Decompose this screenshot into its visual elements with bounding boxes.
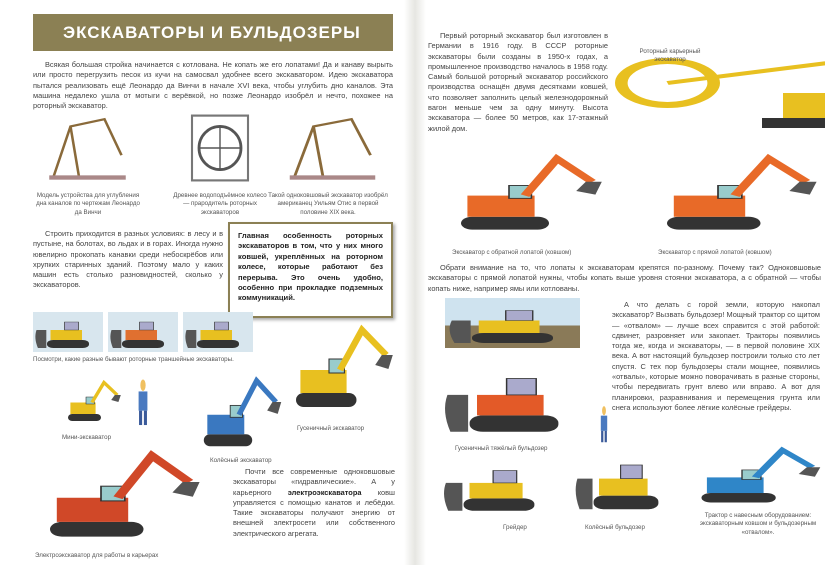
worker-illustration-icon — [596, 405, 612, 443]
exc-illustration-icon — [445, 145, 605, 237]
rotor-history-paragraph: Первый роторный экскаватор был изготовлен в Германии в 1916 году. В СССР роторные экскаваторы были созданы в 1950-х годах, а промышленное производство началось в 1958 году. Самый большой роторный экскаватор российского производства оснащён двумя десятками ковшей, что позволяет заполнить целый железнодорожный вагон меньше чем за одну минуту. Высота экскаватора — более 50 метров, как 17-этажный жилой дом. — [428, 31, 608, 133]
wheel-bulldozer-image — [572, 448, 680, 516]
sketch-illustration-icon — [45, 112, 130, 184]
grader-image — [440, 455, 558, 517]
exc-illustration-icon — [285, 315, 395, 415]
leonardo-device-image — [45, 112, 130, 184]
wheel-illustration-icon — [185, 112, 255, 184]
dozer-illustration-icon — [33, 312, 103, 352]
crawler-caption: Гусеничный экскаватор — [297, 425, 365, 432]
dozer-illustration-icon — [183, 312, 253, 352]
hydraulic-paragraph: Почти все современные одноковшовые экскаваторы «гидравлические». А у карьерного электроэкскаватора ковш управляется с помощью канатов и лебёдки. Такие экскаваторы получают энергию от внешней электросети или собственного электрического агрегата. — [233, 467, 395, 538]
trench-excavator-3-image — [183, 312, 253, 352]
exc-illustration-icon — [33, 440, 203, 545]
heavy-dozer-caption: Гусеничный тяжёлый бульдозер — [455, 445, 548, 452]
bulldozer-photo-image — [445, 298, 580, 348]
otis-caption: Такой одноковшовый экскаватор изобрёл американец Уильям Отис в первой половине XIX века. — [268, 192, 388, 216]
conditions-paragraph: Строить приходится в разных условиях: в лесу и в пустыне, на болотах, во льдах и в горах. Иногда нужно ювелирно прокопать канавки среди небоскрёбов или хрупких старинных зданий. Поэтому мало у каких машин есть столько разновидностей, сколько у экскаваторов. — [33, 229, 223, 290]
otis-excavator-image — [285, 112, 380, 184]
shovel-excavator-image — [650, 145, 820, 237]
shovels-paragraph: Обрати внимание на то, что лопаты к экскаваторам крепятся по-разному. Почему так? Одноковшовые экскаваторы с прямой лопатой нужны, чтобы копать выше уровня стоянки экскаватора, а с обратной — чтобы копать ниже, например ямы или котлованы. — [428, 263, 821, 293]
dozer-illustration-icon — [445, 298, 580, 348]
tractor-backhoe-image — [688, 440, 823, 508]
dozer-illustration-icon — [108, 312, 178, 352]
electro-excavator-image — [33, 440, 203, 545]
leonardo-caption: Модель устройства для углубления дна каналов по чертежам Леонардо да Винчи — [36, 192, 140, 216]
bulldozer-paragraph: А что делать с горой земли, которую накопал экскаватор? Вызвать бульдозер! Мощный трактор со щитом — «отвалом» — лучше всех справится с этой работой: сдвинет, разровняет или закопает. Тракторы появились тогда же, когда и экскаваторы, — в первой половине XIX века. А вот настоящий бульдозер построили только сто лет спустя. С тех пор бульдозеры стали мощнее, появились «отвалы», которые можно поворачивать в разные стороны, чтобы передвигать грунт влево или вправо. А вот для планировки, разравнивания и перемещения грунта или снега используют более лёгкие колёсные грейдеры. — [612, 300, 820, 412]
mini-excavator-image — [62, 375, 122, 425]
dozer-illustration-icon — [440, 358, 588, 440]
wheeled-caption: Колёсный экскаватор — [210, 457, 272, 464]
dozer-illustration-icon — [440, 455, 558, 517]
page-title: ЭКСКАВАТОРЫ И БУЛЬДОЗЕРЫ — [33, 14, 393, 51]
dozer-illustration-icon — [572, 448, 680, 516]
heavy-bulldozer-image — [440, 358, 588, 440]
intro-paragraph: Всякая большая стройка начинается с котлована. Не копать же его лопатами! Да и канаву вырыть или просто перегрузить песок из кучи на самосвал удобнее всего экскаватором. Идею экскаватора пытался реализовать ещё Леонардо да Винчи в начале XVI века, чтобы углубить дно каналов. Эта машина недалеко ушла от мотыги с верёвкой, но позже Леонардо изобрёл и нечто, похожее на роторный экскаватор. — [33, 60, 393, 111]
worker-figure-image — [132, 378, 154, 426]
wheel-dozer-caption: Колёсный бульдозер — [585, 524, 645, 531]
electro-caption: Электроэкскаватор для работы в карьерах — [35, 552, 159, 559]
water-wheel-caption: Древнее водоподъёмное колесо — прародитель роторных экскаваторов — [173, 192, 267, 216]
worker-illustration-icon — [132, 378, 154, 426]
sketch-illustration-icon — [285, 112, 380, 184]
rotor-caption: Роторный карьерный экскаватор — [639, 48, 701, 64]
rotor-callout-box: Главная особенность роторных экскаваторов в том, что у них много ковшей, укреплённых на роторном колесе, которые работают без перерыва. Это очень удобно, особенно при прокладке подземных коммуникаций. — [228, 222, 393, 318]
water-wheel-image — [185, 112, 255, 184]
exc-illustration-icon — [195, 368, 283, 453]
wheeled-excavator-image — [195, 368, 283, 453]
trench-excavator-1-image — [33, 312, 103, 352]
trench-excavator-2-image — [108, 312, 178, 352]
mini-caption: Мини-экскаватор — [62, 434, 112, 441]
exc-illustration-icon — [62, 375, 122, 425]
shovel-caption: Экскаватор с прямой лопатой (ковшом) — [658, 249, 772, 256]
backhoe-caption: Экскаватор с обратной лопатой (ковшом) — [452, 249, 572, 256]
grader-caption: Грейдер — [503, 524, 527, 531]
backhoe-excavator-image — [445, 145, 605, 237]
exc-illustration-icon — [688, 440, 823, 508]
crawler-excavator-image — [285, 315, 395, 415]
exc-illustration-icon — [650, 145, 820, 237]
page-gutter — [404, 0, 426, 565]
worker-figure-image — [596, 405, 612, 443]
trench-caption: Посмотри, какие разные бывают роторные траншейные экскаваторы. — [33, 356, 234, 363]
tractor-caption: Трактор с навесным оборудованием: экскаваторным ковшом и бульдозерным «отвалом». — [699, 512, 817, 536]
